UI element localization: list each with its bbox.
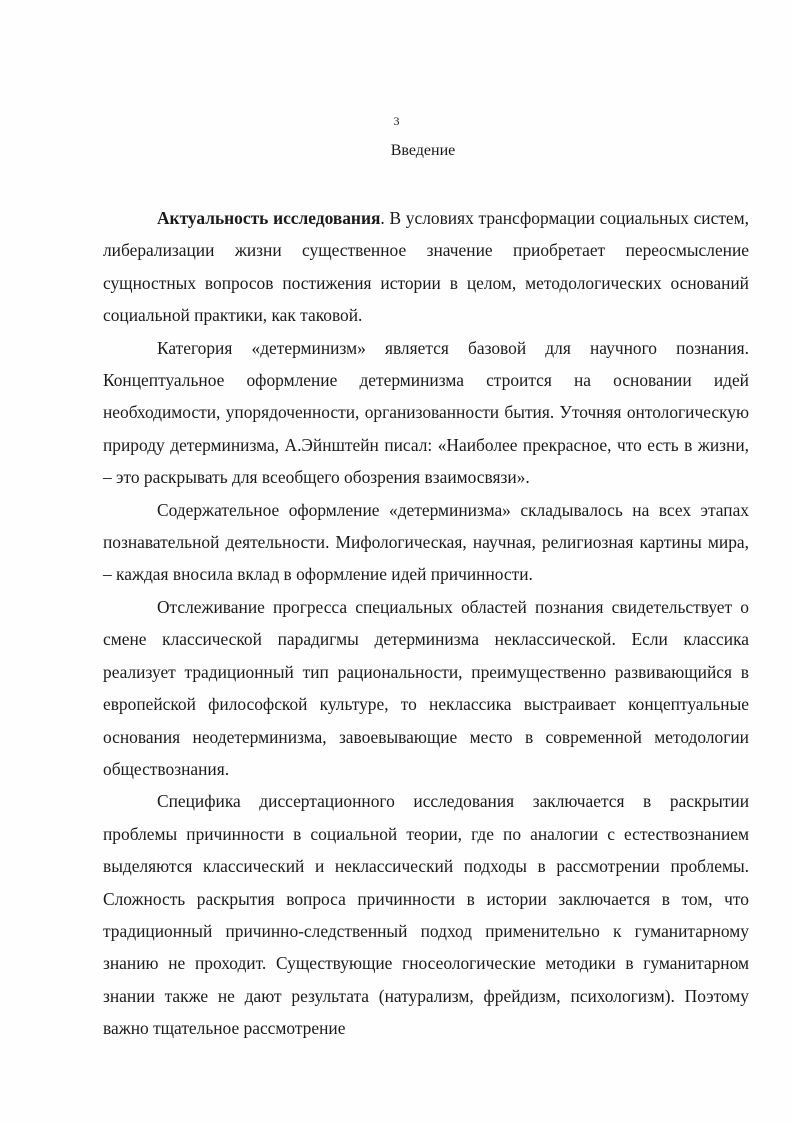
paragraph-relevance	[103, 202, 749, 332]
page-number: 3	[393, 114, 400, 128]
body-text	[103, 202, 749, 1045]
paragraph-determinism: Категория «детерминизм» является базовой для научного познания. Концептуальное оформление детерминизма строится на основании идей необходимости, упорядоченности, организованности бытия. Уточняя онтологическую природу детерминизма, А.Эйнштейн писал: «Наиболее прекрасное, что есть в жизни, – это раскрывать для всеобщего обозрения взаимосвязи».	[103, 337, 749, 488]
paragraph-text: . В условиях трансформации социальных систем, либерализации жизни существенное значение приобретает переосмысление сущностных вопросов постижения истории в целом, методологических оснований социальной практики, как таковой.	[103, 208, 749, 326]
paragraph-lead-bold: Актуальность исследования	[157, 208, 381, 228]
paragraph-progress: Отслеживание прогресса специальных областей познания свидетельствует о смене классической парадигмы детерминизма неклассической. Если классика реализует традиционный тип рациональности, преимущественно развивающийся в европейской философской культуре, то неклассика выстраивает концептуальные основания неодетерминизма, завоевывающие место в современной методологии обществознания.	[103, 596, 749, 779]
section-heading: Введение	[390, 142, 456, 159]
paragraph-specifics: Специфика диссертационного исследования заключается в раскрытии проблемы причинности в социальной теории, где по аналогии с естествознанием выделяются классический и неклассический подходы в рассмотрении проблемы. Сложность раскрытия вопроса причинности в истории заключается в том, что традиционный причинно-следственный подход применительно к гуманитарному знанию не проходит. Существующие гносеологические методики в гуманитарном знании также не дают результата (натурализм, фрейдизм, психологизм). Поэтому важно тщательное рассмотрение	[103, 791, 749, 1039]
paragraph-content-formation: Содержательное оформление «детерминизма» складывалось на всех этапах познавательной деятельности. Мифологическая, научная, религиозная картины мира, – каждая вносила вклад в оформление идей причинности.	[103, 499, 749, 585]
